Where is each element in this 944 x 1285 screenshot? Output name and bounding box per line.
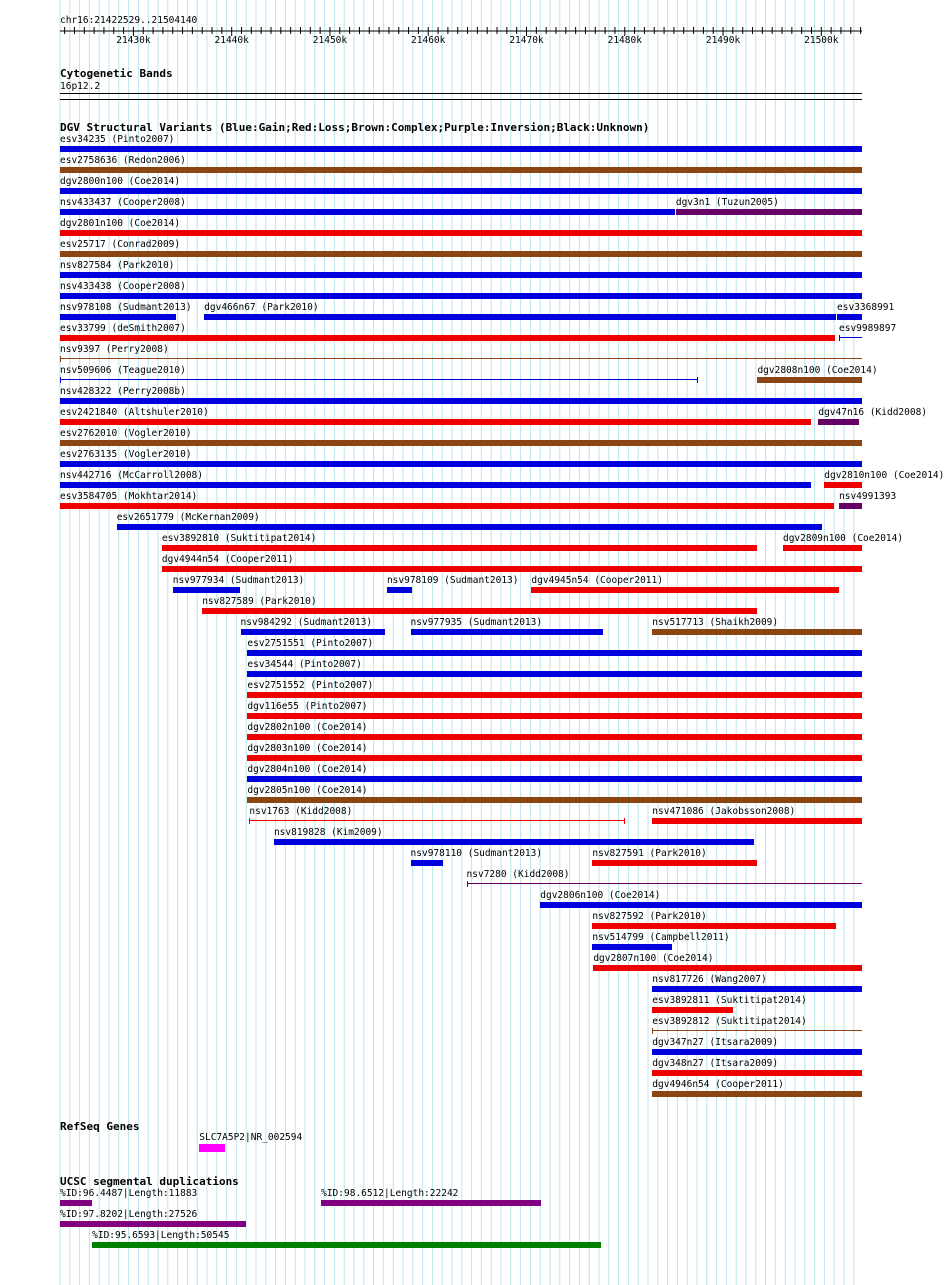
dgv-feature-label[interactable]: esv34235 (Pinto2007) [60,134,175,145]
dgv-feature-endcap [839,335,840,341]
dgv-feature-bar[interactable] [247,671,862,677]
segdups-feature-label[interactable]: %ID:98.6512|Length:22242 [321,1188,459,1199]
dgv-feature-label[interactable]: esv3892812 (Suktitipat2014) [652,1016,807,1027]
dgv-feature-endcap [60,356,61,362]
dgv-feature-label[interactable]: esv9989897 [839,323,897,334]
dgv-feature-bar[interactable] [839,503,862,509]
dgv-feature-bar[interactable] [60,461,862,467]
dgv-feature-bar[interactable] [593,965,862,971]
dgv-feature-bar[interactable] [60,503,834,509]
dgv-feature-bar[interactable] [652,1070,862,1076]
dgv-feature-bar[interactable] [60,272,862,278]
dgv-feature-label[interactable]: dgv2803n100 (Coe2014) [247,743,368,754]
dgv-feature-bar[interactable] [837,314,862,320]
dgv-feature-bar[interactable] [60,209,675,215]
dgv-feature-bar[interactable] [60,314,176,320]
dgv-feature-bar[interactable] [531,587,839,593]
dgv-feature-bar[interactable] [241,629,385,635]
ruler-tick-label: 21460k [411,35,446,46]
dgv-feature-label[interactable]: nsv433437 (Cooper2008) [60,197,186,208]
ruler-tick-label: 21470k [509,35,544,46]
ruler-tick-label: 21480k [607,35,642,46]
dgv-feature-bar[interactable] [60,482,811,488]
dgv-feature-label[interactable]: dgv2808n100 (Coe2014) [757,365,878,376]
cytoband-bottom-line [60,99,862,100]
dgv-feature-label[interactable]: esv3892811 (Suktitipat2014) [652,995,807,1006]
dgv-feature-label[interactable]: nsv977935 (Sudmant2013) [410,617,543,628]
dgv-feature-label[interactable]: nsv984292 (Sudmant2013) [240,617,373,628]
dgv-feature-label[interactable]: dgv2804n100 (Coe2014) [247,764,368,775]
dgv-feature-label[interactable]: dgv2809n100 (Coe2014) [782,533,904,544]
dgv-feature-label[interactable]: dgv4944n54 (Cooper2011) [161,554,294,565]
dgv-feature-bar[interactable] [652,1049,862,1055]
dgv-feature-bar[interactable] [60,146,862,152]
dgv-feature-label[interactable]: nsv7280 (Kidd2008) [466,869,570,880]
dgv-feature-bar[interactable] [60,293,862,299]
dgv-feature-label[interactable]: dgv2807n100 (Coe2014) [593,953,714,964]
dgv-feature-label[interactable]: esv2421840 (Altshuler2010) [60,407,209,418]
dgv-feature-label[interactable]: nsv442716 (McCarroll2008) [60,470,203,481]
refseq-feature-label[interactable]: SLC7A5P2|NR_002594 [199,1132,303,1143]
dgv-feature-label[interactable]: nsv977934 (Sudmant2013) [172,575,305,586]
dgv-feature-label[interactable]: esv2758636 (Redon2006) [60,155,186,166]
dgv-feature-bar[interactable] [117,524,823,530]
dgv-feature-label[interactable]: esv2751552 (Pinto2007) [247,680,374,691]
dgv-feature-label[interactable]: esv3368991 [837,302,895,313]
dgv-feature-bar[interactable] [247,650,862,656]
dgv-feature-label[interactable]: esv2763135 (Vogler2010) [60,449,192,460]
dgv-feature-bar[interactable] [676,209,862,215]
dgv-feature-bar[interactable] [247,734,862,740]
dgv-feature-label[interactable]: dgv4945n54 (Cooper2011) [531,575,663,586]
dgv-feature-label[interactable]: esv2751551 (Pinto2007) [247,638,374,649]
dgv-feature-label[interactable]: nsv9397 (Perry2008) [60,344,169,355]
dgv-feature-bar[interactable] [592,944,672,950]
dgv-feature-label[interactable]: dgv2802n100 (Coe2014) [247,722,368,733]
dgv-feature-bar[interactable] [247,755,862,761]
dgv-feature-label[interactable]: nsv509606 (Teague2010) [60,365,186,376]
dgv-feature-bar[interactable] [783,545,862,551]
dgv-feature-label[interactable]: nsv817726 (Wang2007) [652,974,767,985]
dgv-feature-label[interactable]: dgv348n27 (Itsara2009) [652,1058,779,1069]
dgv-feature-label[interactable]: nsv827584 (Park2010) [60,260,175,271]
dgv-feature-label[interactable]: nsv433438 (Cooper2008) [60,281,186,292]
cytoband-track-title: Cytogenetic Bands [60,67,173,80]
cytoband-label: 16p12.2 [60,81,101,92]
segdups-feature-label[interactable]: %ID:97.8202|Length:27526 [60,1209,198,1220]
dgv-feature-bar[interactable] [204,314,836,320]
ruler-tick-label: 21430k [116,35,151,46]
dgv-feature-label[interactable]: dgv2805n100 (Coe2014) [247,785,368,796]
ruler-tick-label: 21440k [214,35,249,46]
ruler-tick-label: 21450k [312,35,348,46]
dgv-feature-bar[interactable] [540,902,862,908]
dgv-feature-bar[interactable] [592,860,757,866]
dgv-feature-label[interactable]: nsv827591 (Park2010) [592,848,707,859]
refseq-track-title: RefSeq Genes [60,1120,140,1133]
ruler-tick-label: 21500k [804,35,839,46]
dgv-feature-bar[interactable] [467,883,862,884]
dgv-feature-bar[interactable] [592,923,836,929]
dgv-feature-label[interactable]: dgv2810n100 (Coe2014) [824,470,944,481]
dgv-feature-label[interactable]: nsv827589 (Park2010) [202,596,317,607]
dgv-feature-label[interactable]: nsv819828 (Kim2009) [273,827,383,838]
dgv-feature-endcap [624,818,625,824]
dgv-feature-label[interactable]: esv2762010 (Vogler2010) [60,428,192,439]
dgv-feature-label[interactable]: nsv428322 (Perry2008b) [60,386,186,397]
dgv-feature-bar[interactable] [274,839,754,845]
segdups-feature-label[interactable]: %ID:95.6593|Length:50545 [92,1230,230,1241]
dgv-feature-bar[interactable] [60,358,862,359]
segdups-feature-bar[interactable] [321,1200,541,1206]
dgv-feature-label[interactable]: nsv471086 (Jakobsson2008) [652,806,796,817]
dgv-feature-label[interactable]: dgv347n27 (Itsara2009) [652,1037,779,1048]
ruler-tick-label: 21490k [705,35,741,46]
dgv-feature-bar[interactable] [411,860,443,866]
dgv-feature-bar[interactable] [162,566,862,572]
dgv-feature-bar[interactable] [247,797,862,803]
dgv-feature-bar[interactable] [173,587,240,593]
dgv-feature-label[interactable]: dgv47n16 (Kidd2008) [818,407,928,418]
segdups-feature-bar[interactable] [92,1242,601,1248]
segdups-feature-label[interactable]: %ID:96.4487|Length:11883 [60,1188,198,1199]
segdup-track-title: UCSC segmental duplications [60,1175,239,1188]
dgv-feature-label[interactable]: nsv517713 (Shaikh2009) [652,617,779,628]
dgv-feature-label[interactable]: dgv4946n54 (Cooper2011) [652,1079,784,1090]
dgv-feature-bar[interactable] [757,377,862,383]
dgv-feature-label[interactable]: dgv2800n100 (Coe2014) [60,176,181,187]
dgv-feature-bar[interactable] [411,629,604,635]
dgv-feature-bar[interactable] [247,776,862,782]
location-label: chr16:21422529..21504140 [60,15,198,26]
dgv-feature-label[interactable]: dgv116e55 (Pinto2007) [247,701,368,712]
dgv-feature-bar[interactable] [60,188,862,194]
dgv-feature-bar[interactable] [60,440,862,446]
dgv-feature-label[interactable]: esv2651779 (McKernan2009) [116,512,260,523]
dgv-feature-bar[interactable] [652,1007,733,1013]
dgv-feature-bar[interactable] [247,692,862,698]
dgv-feature-label[interactable]: dgv2801n100 (Coe2014) [60,218,181,229]
dgv-feature-endcap [697,377,698,383]
dgv-feature-label[interactable]: nsv4991393 [839,491,897,502]
dgv-feature-label[interactable]: nsv978108 (Sudmant2013) [60,302,192,313]
dgv-feature-label[interactable]: esv33799 (deSmith2007) [60,323,186,334]
dgv-feature-label[interactable]: nsv978109 (Sudmant2013) [386,575,519,586]
dgv-feature-bar[interactable] [652,629,862,635]
dgv-track-title: DGV Structural Variants (Blue:Gain;Red:Loss;Brown:Complex;Purple:Inversion;Black:Unknown) [60,121,650,134]
dgv-feature-bar[interactable] [652,1091,862,1097]
cytoband-top-line [60,93,862,94]
dgv-feature-bar[interactable] [387,587,412,593]
dgv-feature-bar[interactable] [652,818,862,824]
dgv-feature-bar[interactable] [249,820,623,821]
dgv-feature-endcap [652,1028,653,1034]
dgv-feature-bar[interactable] [60,230,862,236]
dgv-feature-bar[interactable] [60,335,835,341]
dgv-feature-label[interactable]: nsv514799 (Campbell2011) [592,932,730,943]
dgv-feature-bar[interactable] [818,419,858,425]
dgv-feature-label[interactable]: nsv978110 (Sudmant2013) [410,848,543,859]
dgv-feature-label[interactable]: esv34544 (Pinto2007) [247,659,362,670]
refseq-feature-bar[interactable] [199,1144,225,1152]
dgv-feature-label[interactable]: dgv466n67 (Park2010) [204,302,319,313]
dgv-feature-bar[interactable] [652,1030,862,1031]
dgv-feature-endcap [60,377,61,383]
dgv-feature-bar[interactable] [652,986,862,992]
dgv-feature-endcap [467,881,468,887]
dgv-feature-label[interactable]: dgv2806n100 (Coe2014) [540,890,661,901]
dgv-feature-bar[interactable] [60,398,862,404]
dgv-feature-bar[interactable] [60,167,862,173]
dgv-feature-endcap [249,818,250,824]
dgv-feature-bar[interactable] [839,337,862,338]
dgv-feature-bar[interactable] [162,545,758,551]
dgv-feature-bar[interactable] [202,608,757,614]
dgv-feature-bar[interactable] [60,419,811,425]
segdups-feature-bar[interactable] [60,1221,246,1227]
dgv-feature-bar[interactable] [60,379,697,380]
dgv-feature-label[interactable]: nsv827592 (Park2010) [592,911,707,922]
segdups-feature-bar[interactable] [60,1200,92,1206]
dgv-feature-bar[interactable] [60,251,862,257]
dgv-feature-label[interactable]: dgv3n1 (Tuzun2005) [675,197,779,208]
dgv-feature-bar[interactable] [824,482,862,488]
dgv-feature-label[interactable]: nsv1763 (Kidd2008) [249,806,353,817]
dgv-feature-bar[interactable] [247,713,862,719]
dgv-feature-label[interactable]: esv3892810 (Suktitipat2014) [161,533,317,544]
dgv-feature-label[interactable]: esv25717 (Conrad2009) [60,239,181,250]
dgv-feature-label[interactable]: esv3584705 (Mokhtar2014) [60,491,198,502]
